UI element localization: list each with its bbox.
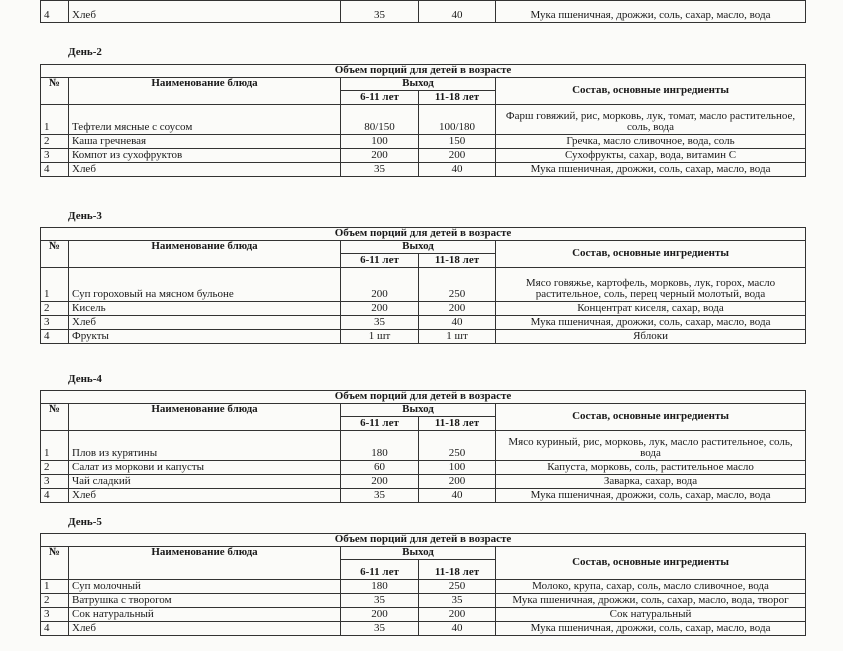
row-number: 4 [41,1,69,23]
ingredients: Мука пшеничная, дрожжи, соль, сахар, масло, вода [496,1,806,23]
portion-11-18: 40 [419,489,496,503]
ingredients: Капуста, морковь, соль, растительное масло [496,461,806,475]
dish-name: Тефтели мясные с соусом [69,105,341,135]
volume-header: Объем порций для детей в возрасте [41,65,806,78]
day-title: День-5 [68,516,102,528]
ingredients: Концентрат киселя, сахар, вода [496,302,806,316]
row-number: 2 [41,594,69,608]
table-row [41,149,806,163]
table-row [41,608,806,622]
portion-6-11: 35 [341,594,419,608]
ingredients: Молоко, крупа, сахар, соль, масло сливочное, вода [496,580,806,594]
dish-name: Хлеб [69,1,341,23]
age-6-11-header: 6-11 лет [341,560,419,580]
portion-11-18: 250 [419,268,496,302]
ingredients: Мясо куриный, рис, морковь, лук, масло растительное, соль, вода [496,431,806,461]
portion-11-18: 40 [419,1,496,23]
table-row [41,431,806,461]
row-number: 3 [41,316,69,330]
ingredients: Гречка, масло сливочное, вода, соль [496,135,806,149]
number-header: № [41,78,69,105]
table-row [41,622,806,636]
portion-11-18: 250 [419,431,496,461]
dish-name: Хлеб [69,489,341,503]
dish-name-header: Наименование блюда [69,241,341,268]
ingredients-header: Состав, основные ингредиенты [496,547,806,580]
portion-11-18: 200 [419,608,496,622]
row-number: 4 [41,622,69,636]
row-number: 3 [41,149,69,163]
top-partial-table [40,0,806,23]
portion-6-11: 180 [341,580,419,594]
ingredients: Мука пшеничная, дрожжи, соль, сахар, масло, вода [496,622,806,636]
ingredients: Фарш говяжий, рис, морковь, лук, томат, масло растительное, соль, вода [496,105,806,135]
portion-11-18: 100 [419,461,496,475]
volume-header: Объем порций для детей в возрасте [41,534,806,547]
ingredients: Мука пшеничная, дрожжи, соль, сахар, масло, вода [496,489,806,503]
table-row [41,1,806,23]
row-number: 1 [41,268,69,302]
portion-11-18: 35 [419,594,496,608]
dish-name-header: Наименование блюда [69,404,341,431]
portion-11-18: 100/180 [419,105,496,135]
volume-header: Объем порций для детей в возрасте [41,228,806,241]
row-number: 2 [41,302,69,316]
dish-name: Хлеб [69,622,341,636]
portion-6-11: 100 [341,135,419,149]
table-row [41,461,806,475]
ingredients: Сухофрукты, сахар, вода, витамин С [496,149,806,163]
portion-11-18: 200 [419,475,496,489]
table-row [41,316,806,330]
portion-11-18: 200 [419,149,496,163]
dish-name: Хлеб [69,316,341,330]
table-row [41,302,806,316]
dish-name: Фрукты [69,330,341,344]
day-4-table [40,390,806,503]
number-header: № [41,241,69,268]
age-6-11-header: 6-11 лет [341,254,419,268]
row-number: 3 [41,475,69,489]
portion-6-11: 200 [341,608,419,622]
ingredients: Мука пшеничная, дрожжи, соль, сахар, масло, вода [496,163,806,177]
row-number: 1 [41,105,69,135]
day-2-table [40,64,806,177]
portion-6-11: 200 [341,149,419,163]
table-row [41,105,806,135]
dish-name: Хлеб [69,163,341,177]
dish-name: Компот из сухофруктов [69,149,341,163]
ingredients-header: Состав, основные ингредиенты [496,404,806,431]
dish-name: Кисель [69,302,341,316]
row-number: 1 [41,580,69,594]
ingredients-header: Состав, основные ингредиенты [496,241,806,268]
table-row [41,475,806,489]
table-row [41,135,806,149]
dish-name: Чай сладкий [69,475,341,489]
age-11-18-header: 11-18 лет [419,560,496,580]
row-number: 1 [41,431,69,461]
portion-11-18: 200 [419,302,496,316]
age-11-18-header: 11-18 лет [419,254,496,268]
table-row [41,163,806,177]
portion-11-18: 40 [419,316,496,330]
number-header: № [41,404,69,431]
age-6-11-header: 6-11 лет [341,417,419,431]
portion-6-11: 200 [341,475,419,489]
day-title: День-4 [68,373,102,385]
volume-header: Объем порций для детей в возрасте [41,391,806,404]
portion-6-11: 35 [341,163,419,177]
portion-6-11: 35 [341,316,419,330]
output-header: Выход [341,404,496,417]
dish-name: Плов из курятины [69,431,341,461]
portion-6-11: 35 [341,489,419,503]
portion-6-11: 60 [341,461,419,475]
portion-6-11: 1 шт [341,330,419,344]
day-title: День-2 [68,46,102,58]
portion-6-11: 35 [341,622,419,636]
day-title: День-3 [68,210,102,222]
portion-11-18: 40 [419,163,496,177]
table-row [41,268,806,302]
dish-name: Салат из моркови и капусты [69,461,341,475]
day-3-table [40,227,806,344]
output-header: Выход [341,547,496,560]
table-row [41,330,806,344]
row-number: 2 [41,461,69,475]
dish-name: Ватрушка с творогом [69,594,341,608]
dish-name-header: Наименование блюда [69,78,341,105]
portion-11-18: 250 [419,580,496,594]
dish-name-header: Наименование блюда [69,547,341,580]
table-row [41,580,806,594]
row-number: 4 [41,163,69,177]
row-number: 4 [41,489,69,503]
portion-6-11: 180 [341,431,419,461]
portion-6-11: 80/150 [341,105,419,135]
table-row [41,489,806,503]
output-header: Выход [341,241,496,254]
portion-6-11: 200 [341,268,419,302]
ingredients: Сок натуральный [496,608,806,622]
ingredients: Мука пшеничная, дрожжи, соль, сахар, масло, вода, творог [496,594,806,608]
age-11-18-header: 11-18 лет [419,91,496,105]
day-5-table [40,533,806,636]
portion-6-11: 35 [341,1,419,23]
dish-name: Суп молочный [69,580,341,594]
row-number: 3 [41,608,69,622]
ingredients: Мясо говяжье, картофель, морковь, лук, горох, масло растительное, соль, перец черный молотый, вода [496,268,806,302]
dish-name: Суп гороховый на мясном бульоне [69,268,341,302]
ingredients: Мука пшеничная, дрожжи, соль, сахар, масло, вода [496,316,806,330]
number-header: № [41,547,69,580]
portion-11-18: 150 [419,135,496,149]
row-number: 2 [41,135,69,149]
dish-name: Каша гречневая [69,135,341,149]
portion-11-18: 1 шт [419,330,496,344]
portion-6-11: 200 [341,302,419,316]
age-11-18-header: 11-18 лет [419,417,496,431]
output-header: Выход [341,78,496,91]
table-row [41,594,806,608]
portion-11-18: 40 [419,622,496,636]
ingredients-header: Состав, основные ингредиенты [496,78,806,105]
age-6-11-header: 6-11 лет [341,91,419,105]
ingredients: Заварка, сахар, вода [496,475,806,489]
ingredients: Яблоки [496,330,806,344]
row-number: 4 [41,330,69,344]
dish-name: Сок натуральный [69,608,341,622]
